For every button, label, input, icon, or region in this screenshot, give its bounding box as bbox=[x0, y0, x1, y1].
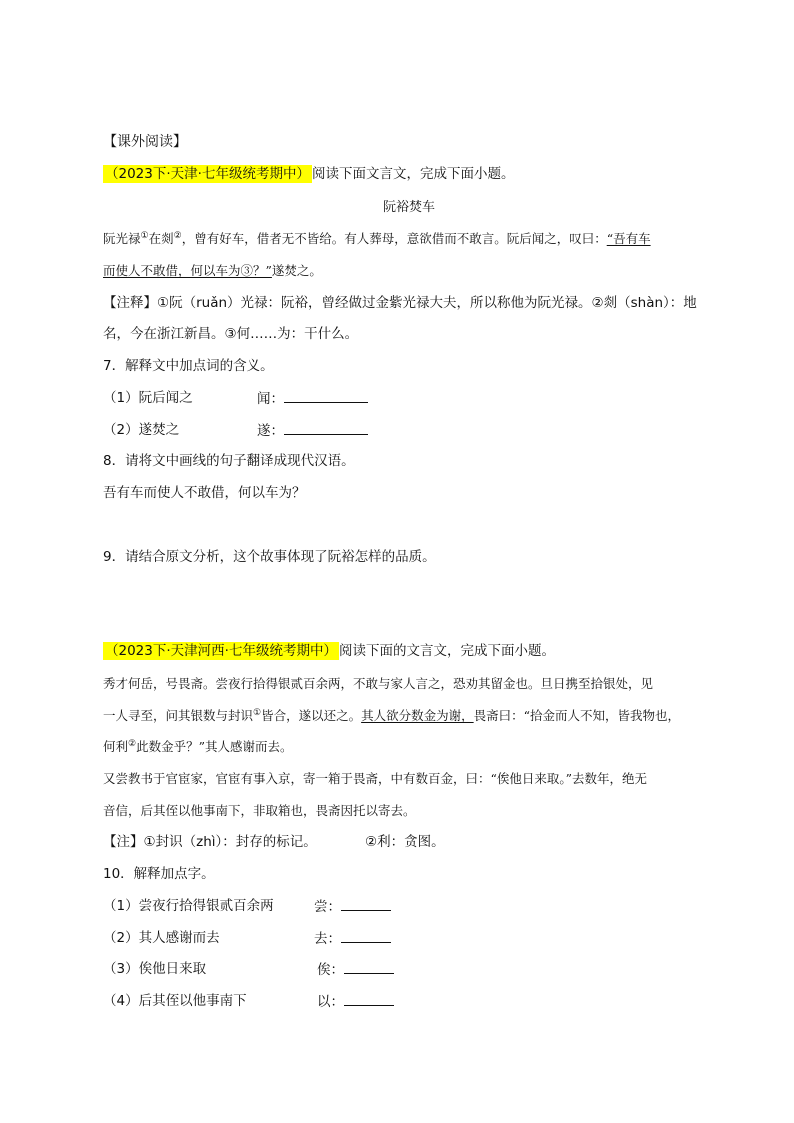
underlined-sentence: “吾有车 bbox=[606, 231, 651, 246]
passage-1-line-2 bbox=[103, 261, 322, 281]
question-7-item-1: （1）阮后闻之 bbox=[103, 390, 193, 406]
answer-blank[interactable] bbox=[284, 388, 368, 403]
answer-field-chang[interactable] bbox=[314, 896, 391, 917]
source-tag-highlight: （2023下·天津·七年级统考期中） bbox=[105, 166, 310, 182]
footnote-marker: ② bbox=[128, 738, 137, 749]
passage-text: 在剡 bbox=[148, 231, 174, 246]
passage-2-line-5: 音信，后其侄以他事南下，非取箱也，畏斋因托以寄去。 bbox=[103, 803, 416, 818]
answer-label: 去： bbox=[314, 931, 341, 947]
answer-field-yi[interactable] bbox=[317, 991, 394, 1012]
passage-text: 遂焚之。 bbox=[271, 263, 322, 278]
answer-field-sui[interactable] bbox=[257, 420, 368, 441]
passage-2-line-4: 又尝教书于官宦家，官宦有事入京，寄一箱于畏斋，中有数百金，曰：“俟他日来取。”去数年，绝无 bbox=[103, 771, 648, 786]
annotation-line-3: 【注】①封识（zhì）：封存的标记。 bbox=[103, 834, 317, 850]
passage-2-line-3 bbox=[103, 737, 293, 757]
passage-text: 阮光禄 bbox=[103, 231, 141, 246]
question-8: 8．请将文中画线的句子翻译成现代汉语。 bbox=[103, 453, 355, 469]
question-9: 9．请结合原文分析，这个故事体现了阮裕怎样的品质。 bbox=[103, 549, 436, 565]
answer-label: 遂： bbox=[257, 423, 284, 439]
section-heading: 【课外阅读】 bbox=[103, 134, 187, 150]
instruction-text: 阅读下面文言文，完成下面小题。 bbox=[311, 166, 515, 182]
answer-field-wen[interactable] bbox=[257, 388, 368, 409]
passage-text: 何利 bbox=[103, 739, 129, 754]
passage-1-line-1 bbox=[103, 229, 651, 249]
answer-blank[interactable] bbox=[344, 991, 394, 1006]
answer-label: 以： bbox=[317, 994, 344, 1010]
answer-blank[interactable] bbox=[341, 928, 391, 943]
answer-label: 闻： bbox=[257, 391, 284, 407]
passage-2-line-2 bbox=[103, 706, 680, 726]
answer-blank[interactable] bbox=[344, 959, 394, 974]
passage-2-line-1: 秀才何岳，号畏斋。尝夜行拾得银贰百余两，不敢与家人言之，恐劝其留金也。旦日携至拾银处，见 bbox=[103, 676, 654, 691]
question-source-line-2 bbox=[103, 641, 555, 661]
annotation-line-1: 【注释】①阮（ruǎn）光禄：阮裕，曾经做过金紫光禄大夫，所以称他为阮光禄。②剡（shàn）：地 bbox=[103, 295, 697, 311]
footnote-marker: ① bbox=[253, 707, 262, 718]
question-7-item-2: （2）遂焚之 bbox=[103, 422, 180, 438]
question-source-line-1 bbox=[103, 164, 514, 184]
answer-blank[interactable] bbox=[284, 420, 368, 435]
underlined-sentence: 而使人不敢借，何以车为③？” bbox=[103, 263, 272, 278]
source-tag-highlight: （2023下·天津河西·七年级统考期中） bbox=[105, 643, 337, 659]
question-10-item-3: （3）俟他日来取 bbox=[103, 961, 207, 977]
question-10-item-4: （4）后其侄以他事南下 bbox=[103, 993, 247, 1009]
question-7: 7．解释文中加点词的含义。 bbox=[103, 358, 274, 374]
passage-text: 皆合，遂以还之。 bbox=[261, 708, 362, 723]
footnote-marker: ① bbox=[140, 230, 149, 241]
passage-text: 一人寻至，问其银数与封识 bbox=[103, 708, 254, 723]
footnote-marker: ② bbox=[173, 230, 182, 241]
answer-field-qu[interactable] bbox=[314, 928, 391, 949]
passage-text: ，曾有好车，借者无不皆给。有人葬母，意欲借而不敢言。阮后闻之，叹曰： bbox=[181, 231, 607, 246]
passage-title: 阮裕焚车 bbox=[383, 200, 436, 215]
answer-label: 俟： bbox=[317, 962, 344, 978]
answer-field-si[interactable] bbox=[317, 959, 394, 980]
annotation-line-3b: ②利：贪图。 bbox=[365, 834, 445, 850]
underlined-sentence: 其人欲分数金为谢， bbox=[361, 708, 474, 723]
question-8-sentence: 吾有车而使人不敢借，何以车为？ bbox=[103, 485, 306, 501]
question-10: 10．解释加点字。 bbox=[103, 866, 215, 882]
question-10-item-2: （2）其人感谢而去 bbox=[103, 930, 220, 946]
question-10-item-1: （1）尝夜行拾得银贰百余两 bbox=[103, 898, 274, 914]
instruction-text: 阅读下面的文言文，完成下面小题。 bbox=[338, 643, 555, 659]
passage-text: 畏斋曰：“拾金而人不知，皆我物也， bbox=[473, 708, 681, 723]
answer-blank[interactable] bbox=[341, 896, 391, 911]
annotation-line-2: 名，今在浙江新昌。③何……为：干什么。 bbox=[103, 326, 359, 342]
answer-label: 尝： bbox=[314, 899, 341, 915]
passage-text: 此数金乎？”其人感谢而去。 bbox=[136, 739, 293, 754]
